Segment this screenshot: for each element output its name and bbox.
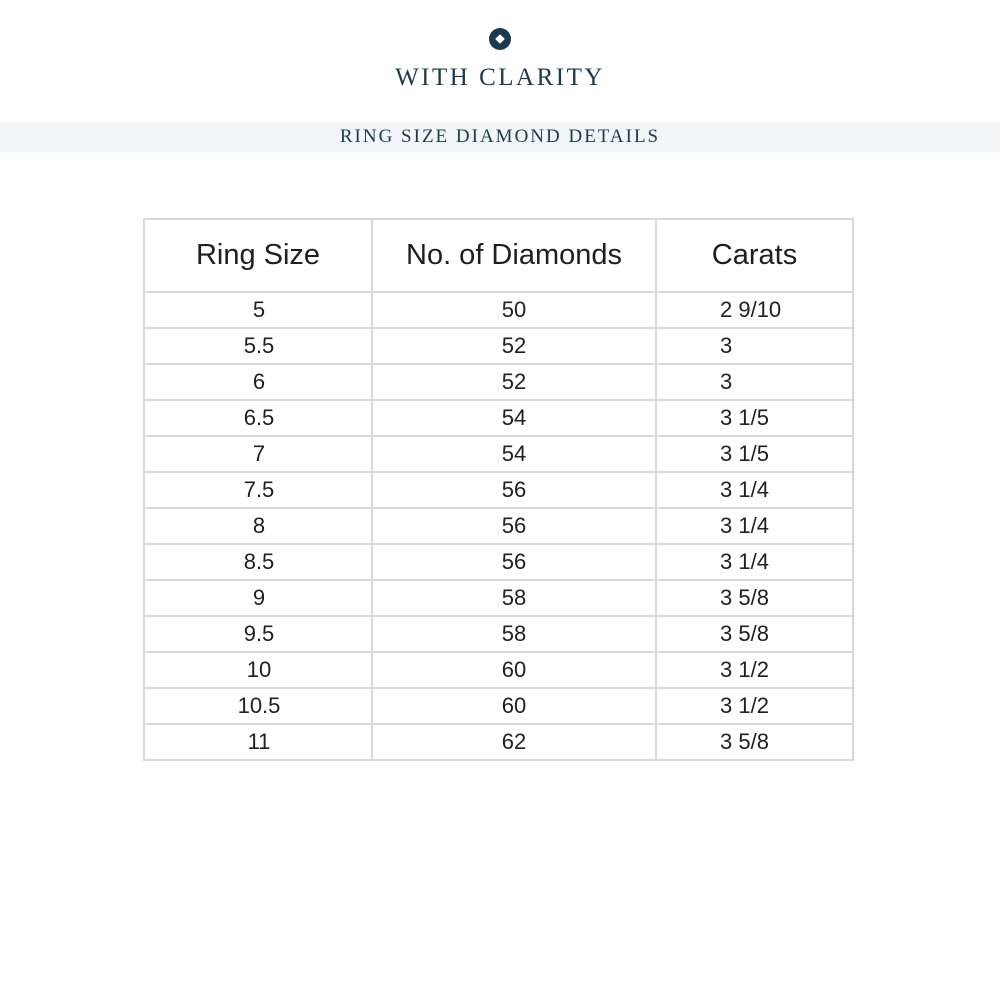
- cell-ring-size-text: 8.5: [243, 549, 275, 574]
- table-row: [144, 292, 853, 328]
- cell-carats: [656, 472, 853, 508]
- table-row: [144, 364, 853, 400]
- cell-carats-text: 3 1/2: [720, 693, 769, 718]
- cell-carats-text: 3 1/4: [720, 513, 769, 538]
- header-no-of-diamonds: No. of Diamonds: [372, 219, 656, 292]
- cell-carats: [656, 724, 853, 760]
- cell-carats: [656, 652, 853, 688]
- table-row: [144, 436, 853, 472]
- cell-ring-size-text: 8: [252, 513, 266, 538]
- cell-no-of-diamonds-text: 54: [501, 405, 527, 430]
- brand-header: [0, 0, 1000, 122]
- cell-no-of-diamonds: [372, 616, 656, 652]
- cell-no-of-diamonds: [372, 724, 656, 760]
- cell-ring-size: [144, 400, 372, 436]
- cell-carats: [656, 328, 853, 364]
- cell-carats-text: 3 5/8: [720, 585, 769, 610]
- cell-no-of-diamonds: [372, 652, 656, 688]
- table-row: [144, 724, 853, 760]
- cell-carats: [656, 580, 853, 616]
- table-row: [144, 580, 853, 616]
- cell-no-of-diamonds-text: 58: [501, 585, 527, 610]
- cell-ring-size: [144, 472, 372, 508]
- cell-carats-text: 2 9/10: [720, 297, 782, 322]
- cell-carats: [656, 544, 853, 580]
- cell-carats: [656, 400, 853, 436]
- cell-carats: [656, 688, 853, 724]
- cell-carats: [656, 436, 853, 472]
- cell-ring-size: [144, 436, 372, 472]
- cell-carats: [656, 508, 853, 544]
- cell-no-of-diamonds: [372, 580, 656, 616]
- cell-no-of-diamonds: [372, 436, 656, 472]
- table-header-row: [144, 219, 853, 292]
- cell-carats: [656, 616, 853, 652]
- cell-no-of-diamonds-text: 54: [501, 441, 527, 466]
- cell-carats-text: 3 1/2: [720, 657, 769, 682]
- cell-no-of-diamonds-text: 52: [501, 333, 527, 358]
- brand-name: WITH CLARITY: [395, 64, 605, 91]
- cell-carats-text: 3: [720, 333, 733, 358]
- cell-carats: [656, 364, 853, 400]
- cell-no-of-diamonds: [372, 400, 656, 436]
- table-row: [144, 400, 853, 436]
- header-carats: Carats: [656, 219, 853, 292]
- cell-ring-size: [144, 580, 372, 616]
- cell-ring-size: [144, 616, 372, 652]
- cell-no-of-diamonds-text: 52: [501, 369, 527, 394]
- cell-carats-text: 3 1/4: [720, 477, 769, 502]
- cell-no-of-diamonds-text: 56: [501, 549, 527, 574]
- cell-no-of-diamonds-text: 56: [501, 477, 527, 502]
- cell-ring-size: [144, 292, 372, 328]
- table-body: [144, 292, 853, 760]
- diamond-in-circle-icon: [489, 28, 511, 50]
- cell-ring-size-text: 5: [252, 297, 266, 322]
- cell-no-of-diamonds: [372, 508, 656, 544]
- header-ring-size: Ring Size: [144, 219, 372, 292]
- cell-no-of-diamonds: [372, 292, 656, 328]
- cell-no-of-diamonds-text: 50: [501, 297, 527, 322]
- cell-ring-size: [144, 508, 372, 544]
- cell-no-of-diamonds: [372, 544, 656, 580]
- cell-ring-size: [144, 724, 372, 760]
- table-row: [144, 652, 853, 688]
- cell-ring-size: [144, 652, 372, 688]
- cell-ring-size-text: 9.5: [243, 621, 275, 646]
- cell-ring-size-text: 6.5: [243, 405, 275, 430]
- cell-carats-text: 3: [720, 369, 733, 394]
- subtitle-bar: [0, 122, 1000, 152]
- cell-carats-text: 3 1/5: [720, 441, 769, 466]
- cell-ring-size-text: 9: [252, 585, 266, 610]
- cell-ring-size-text: 7: [252, 441, 266, 466]
- cell-no-of-diamonds-text: 56: [501, 513, 527, 538]
- cell-no-of-diamonds-text: 62: [501, 729, 527, 754]
- cell-no-of-diamonds: [372, 328, 656, 364]
- cell-ring-size-text: 5.5: [243, 333, 275, 358]
- cell-ring-size: [144, 688, 372, 724]
- cell-ring-size-text: 7.5: [243, 477, 275, 502]
- cell-no-of-diamonds-text: 58: [501, 621, 527, 646]
- cell-ring-size: [144, 328, 372, 364]
- table-row: [144, 544, 853, 580]
- cell-carats-text: 3 1/5: [720, 405, 769, 430]
- cell-ring-size-text: 11: [247, 729, 271, 754]
- cell-carats-text: 3 5/8: [720, 621, 769, 646]
- cell-no-of-diamonds-text: 60: [501, 693, 527, 718]
- cell-carats: [656, 292, 853, 328]
- table-row: [144, 616, 853, 652]
- cell-carats-text: 3 1/4: [720, 549, 769, 574]
- cell-no-of-diamonds-text: 60: [501, 657, 527, 682]
- ring-size-table: [143, 218, 854, 761]
- page-title: RING SIZE DIAMOND DETAILS: [339, 126, 661, 147]
- cell-no-of-diamonds: [372, 688, 656, 724]
- cell-carats-text: 3 5/8: [720, 729, 769, 754]
- cell-ring-size: [144, 544, 372, 580]
- table-row: [144, 328, 853, 364]
- cell-ring-size: [144, 364, 372, 400]
- cell-ring-size-text: 10.5: [237, 693, 281, 718]
- table-row: [144, 688, 853, 724]
- cell-ring-size-text: 6: [252, 369, 266, 394]
- cell-no-of-diamonds: [372, 472, 656, 508]
- cell-ring-size-text: 10: [246, 657, 272, 682]
- table-row: [144, 472, 853, 508]
- cell-no-of-diamonds: [372, 364, 656, 400]
- table-row: [144, 508, 853, 544]
